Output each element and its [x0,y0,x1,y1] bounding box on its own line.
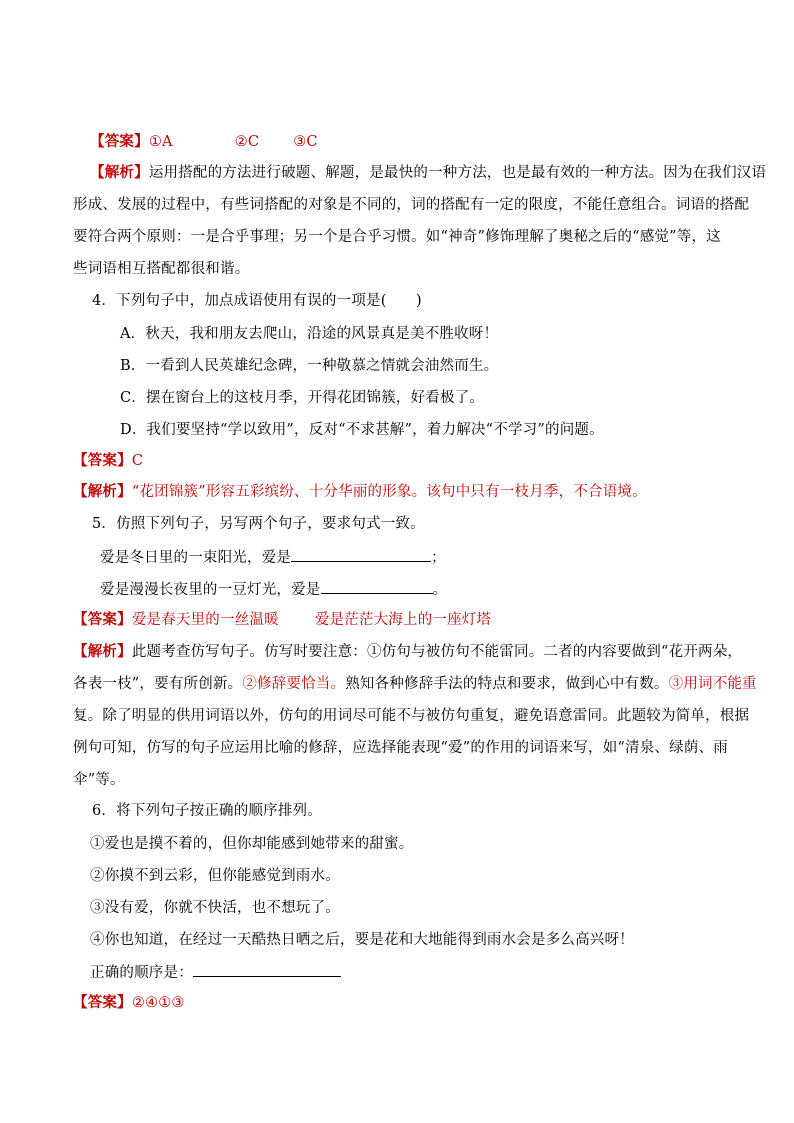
answer-blank[interactable] [291,546,431,562]
q6-question: 6．将下列句子按正确的顺序排列。 [92,803,322,819]
answer-value: ②④①③ [131,995,185,1011]
q5-analysis-line: 伞”等。 [73,772,125,788]
q5-analysis-line [73,641,743,663]
q4-option: C．摆在窗台上的这枝月季，开得花团锦簇，好看极了。 [120,390,485,406]
answer-tag: 【答案】 [73,452,132,469]
q3-analysis-line [90,162,767,184]
analysis-text: 各表一枝”，要有所创新。 [73,676,243,692]
q3-analysis-line [73,194,750,216]
analysis-text: 些词语相互搭配都很和谐。 [73,261,250,277]
q4-option: B．一看到人民英雄纪念碑，一种敬慕之情就会油然而生。 [120,358,499,374]
answer-value: ①A [148,134,173,150]
q4-question: 4．下列句子中，加点成语使用有误的一项是( ) [92,293,422,309]
q3-analysis-line [73,258,704,280]
analysis-text: 要符合两个原则：一是合乎事理；另一个是合乎习惯。如“神奇”修饰理解了奥秘之后的“感觉”等，这 [73,229,721,245]
q6-answer-line [73,992,704,1014]
analysis-highlight: ③用词不能重 [668,676,757,692]
q3-answer-line [90,131,704,153]
answer-blank[interactable] [321,578,433,594]
answer-blank[interactable] [193,961,341,977]
q4-option: D．我们要坚持“学以致用”，反对“不求甚解”，着力解决“不学习”的问题。 [120,422,604,438]
example-text: 爱是冬日里的一束阳光，爱是 [100,550,292,566]
order-label: 正确的顺序是： [90,965,193,981]
example-punct: 。 [432,582,448,598]
q5-question: 5．仿照下列句子，另写两个句子，要求句式一致。 [92,516,425,532]
q5-analysis-line [73,673,757,695]
q5-analysis-line: 复。除了明显的供用词语以外，仿句的用词尽可能不与被仿句重复，避免语意雷同。此题较为简单，根据 [73,708,750,724]
analysis-tag: 【解析】 [73,643,132,660]
example-text: 爱是漫漫长夜里的一豆灯光，爱是 [100,582,321,598]
analysis-tag: 【解析】 [90,164,149,181]
q4-answer-line [73,450,704,472]
analysis-text: 熟知各种修辞手法的特点和要求，做到心中有数。 [345,676,669,692]
q5-example-line [100,578,704,601]
q6-order-line [90,961,704,984]
analysis-highlight: ②修辞要恰当。 [242,676,346,692]
q5-example-line [100,546,704,569]
example-punct: ； [431,550,446,566]
q6-item: ②你摸不到云彩，但你能感觉到雨水。 [90,868,340,884]
q5-answer-line [73,609,704,631]
answer-value: 爱是茫茫大海上的一座灯塔 [314,612,492,628]
q4-analysis-line [73,481,704,503]
analysis-tag: 【解析】 [73,483,132,500]
answer-tag: 【答案】 [73,611,132,628]
q5-analysis-line: 例句可知，仿写的句子应运用比喻的修辞，应选择能表现“爱”的作用的词语来写，如“清泉、绿荫、雨 [73,740,728,756]
answer-value: 爱是春天里的一丝温暖 [131,612,279,628]
analysis-text: 此题考查仿写句子。仿写时要注意：①仿句与被仿句不能雷同。二者的内容要做到“花开两朵， [131,644,743,660]
q4-option: A．秋天，我和朋友去爬山，沿途的风景真是美不胜收呀！ [120,326,499,342]
q6-item: ③没有爱，你就不快活，也不想玩了。 [90,900,340,916]
q6-item: ①爱也是摸不着的，但你却能感到她带来的甜蜜。 [90,836,414,852]
answer-tag: 【答案】 [90,133,149,150]
answer-value: ③C [293,134,318,150]
answer-value: C [131,453,144,469]
answer-value: ②C [234,134,260,150]
analysis-text: 运用搭配的方法进行破题、解题，是最快的一种方法，也是最有效的一种方法。因为在我们汉语 [148,165,767,181]
analysis-text: 形成、发展的过程中，有些词搭配的对象是不同的，词的搭配有一定的限度，不能任意组合。词语的搭配 [73,197,750,213]
q6-item: ④你也知道，在经过一天酷热日晒之后，要是花和大地能得到雨水会是多么高兴呀！ [90,932,634,948]
analysis-text: “花团锦簇”形容五彩缤纷、十分华丽的形象。该句中只有一枝月季，不合语境。 [131,484,647,500]
answer-tag: 【答案】 [73,994,132,1011]
q3-analysis-line [73,226,721,248]
